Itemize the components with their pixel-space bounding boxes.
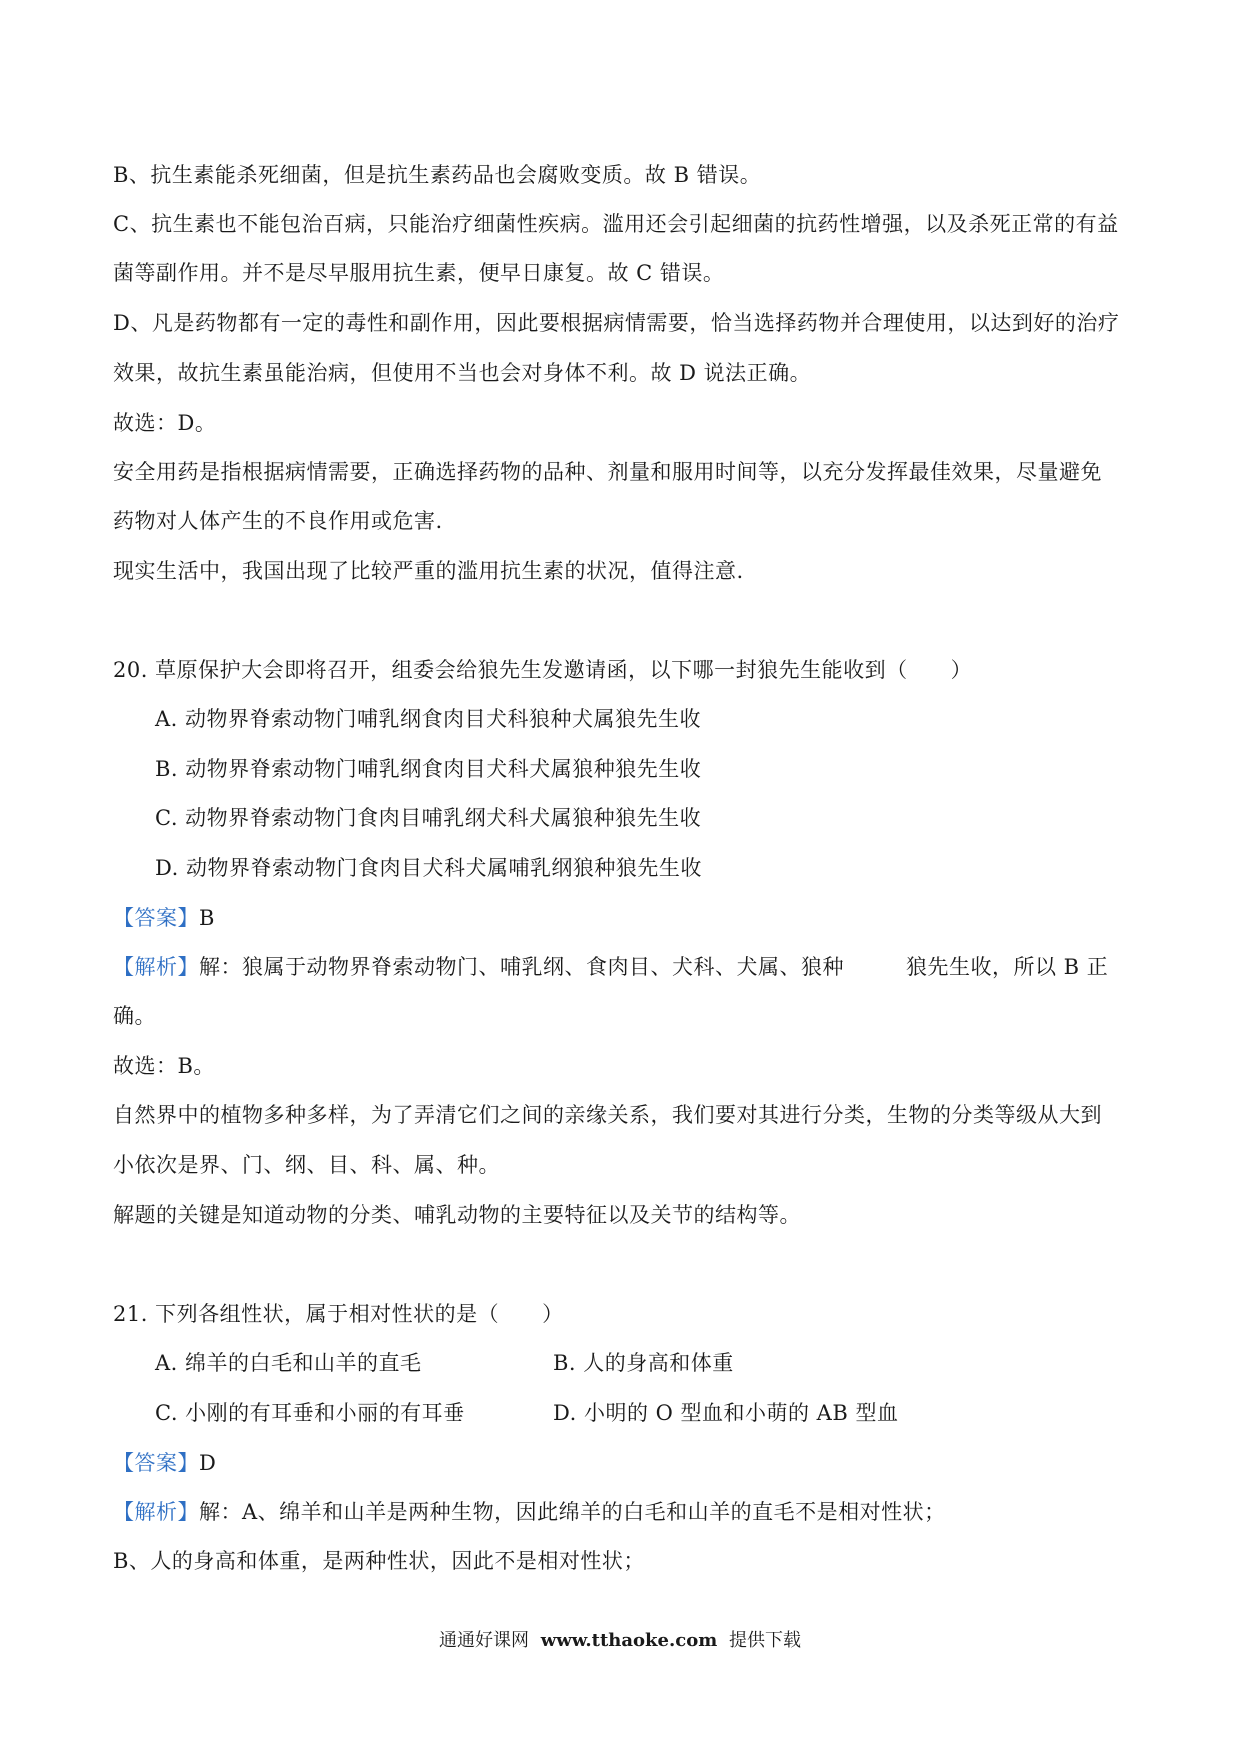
- prev-note-line3: 现实生活中，我国出现了比较严重的滥用抗生素的状况，值得注意.: [113, 559, 744, 583]
- q20-note-line2: 小依次是界、门、纲、目、科、属、种。: [113, 1153, 500, 1177]
- answer-tag: 【答案】: [113, 906, 199, 930]
- analysis-option-d-line1: D、凡是药物都有一定的毒性和副作用，因此要根据病情需要，恰当选择药物并合理使用，以达到好的治疗: [113, 311, 1120, 335]
- answer-tag: 【答案】: [113, 1451, 199, 1475]
- prev-choice: 故选：D。: [113, 411, 217, 435]
- q21-option-a: A. 绵羊的白毛和山羊的直毛: [155, 1351, 422, 1375]
- answer-value: D: [199, 1451, 217, 1475]
- prev-note-line2: 药物对人体产生的不良作用或危害.: [113, 509, 443, 533]
- q20-choice: 故选：B。: [113, 1054, 215, 1078]
- q21-option-b: B. 人的身高和体重: [553, 1351, 734, 1375]
- q20-option-d: D. 动物界脊索动物门食肉目犬科犬属哺乳纲狼种狼先生收: [155, 856, 702, 880]
- analysis-tag: 【解析】: [113, 955, 199, 979]
- q21-option-d: D. 小明的 O 型血和小萌的 AB 型血: [553, 1401, 899, 1425]
- q20-option-c: C. 动物界脊索动物门食肉目哺乳纲犬科犬属狼种狼先生收: [155, 806, 702, 830]
- analysis-text-part1: 解：狼属于动物界脊索动物门、哺乳纲、食肉目、犬科、犬属、狼种: [199, 955, 844, 979]
- q21-option-c: C. 小刚的有耳垂和小丽的有耳垂: [155, 1401, 465, 1425]
- q21-stem: 21. 下列各组性状，属于相对性状的是（ ）: [113, 1302, 564, 1326]
- answer-value: B: [199, 906, 215, 930]
- analysis-option-b: B、抗生素能杀死细菌，但是抗生素药品也会腐败变质。故 B 错误。: [113, 163, 762, 187]
- footer-download-text: 提供下载: [729, 1630, 801, 1651]
- analysis-option-c-line1: C、抗生素也不能包治百病，只能治疗细菌性疾病。滥用还会引起细菌的抗药性增强，以及杀死正常的有益: [113, 212, 1119, 236]
- q21-analysis-line1: [113, 1497, 946, 1527]
- q20-option-b: B. 动物界脊索动物门哺乳纲食肉目犬科犬属狼种狼先生收: [155, 757, 702, 781]
- analysis-option-d-line2: 效果，故抗生素虽能治病，但使用不当也会对身体不利。故 D 说法正确。: [113, 361, 812, 385]
- q20-stem: 20. 草原保护大会即将召开，组委会给狼先生发邀请函，以下哪一封狼先生能收到（ ）: [113, 658, 973, 682]
- analysis-text: 解：A、绵羊和山羊是两种生物，因此绵羊的白毛和山羊的直毛不是相对性状；: [199, 1500, 946, 1524]
- q20-answer: [113, 903, 215, 933]
- q21-analysis-line2: B、人的身高和体重，是两种性状，因此不是相对性状；: [113, 1549, 645, 1573]
- q20-note-line1: 自然界中的植物多种多样，为了弄清它们之间的亲缘关系，我们要对其进行分类，生物的分类等级从大到: [113, 1103, 1102, 1127]
- prev-note-line1: 安全用药是指根据病情需要，正确选择药物的品种、剂量和服用时间等，以充分发挥最佳效果，尽量避免: [113, 460, 1102, 484]
- footer-site-name: 通通好课网: [439, 1630, 529, 1651]
- q20-option-a: A. 动物界脊索动物门哺乳纲食肉目犬科狼种犬属狼先生收: [155, 707, 702, 731]
- analysis-tag: 【解析】: [113, 1500, 199, 1524]
- analysis-text-part2: 狼先生收，所以 B 正: [906, 955, 1109, 979]
- q20-note-line3: 解题的关键是知道动物的分类、哺乳动物的主要特征以及关节的结构等。: [113, 1203, 801, 1227]
- q20-analysis-line2: 确。: [113, 1004, 156, 1028]
- q20-analysis-line1: [113, 952, 1108, 982]
- page-footer: [0, 1628, 1240, 1654]
- q21-answer: [113, 1448, 216, 1478]
- footer-url-link[interactable]: www.tthaoke.com: [540, 1630, 718, 1651]
- analysis-option-c-line2: 菌等副作用。并不是尽早服用抗生素，便早日康复。故 C 错误。: [113, 261, 725, 285]
